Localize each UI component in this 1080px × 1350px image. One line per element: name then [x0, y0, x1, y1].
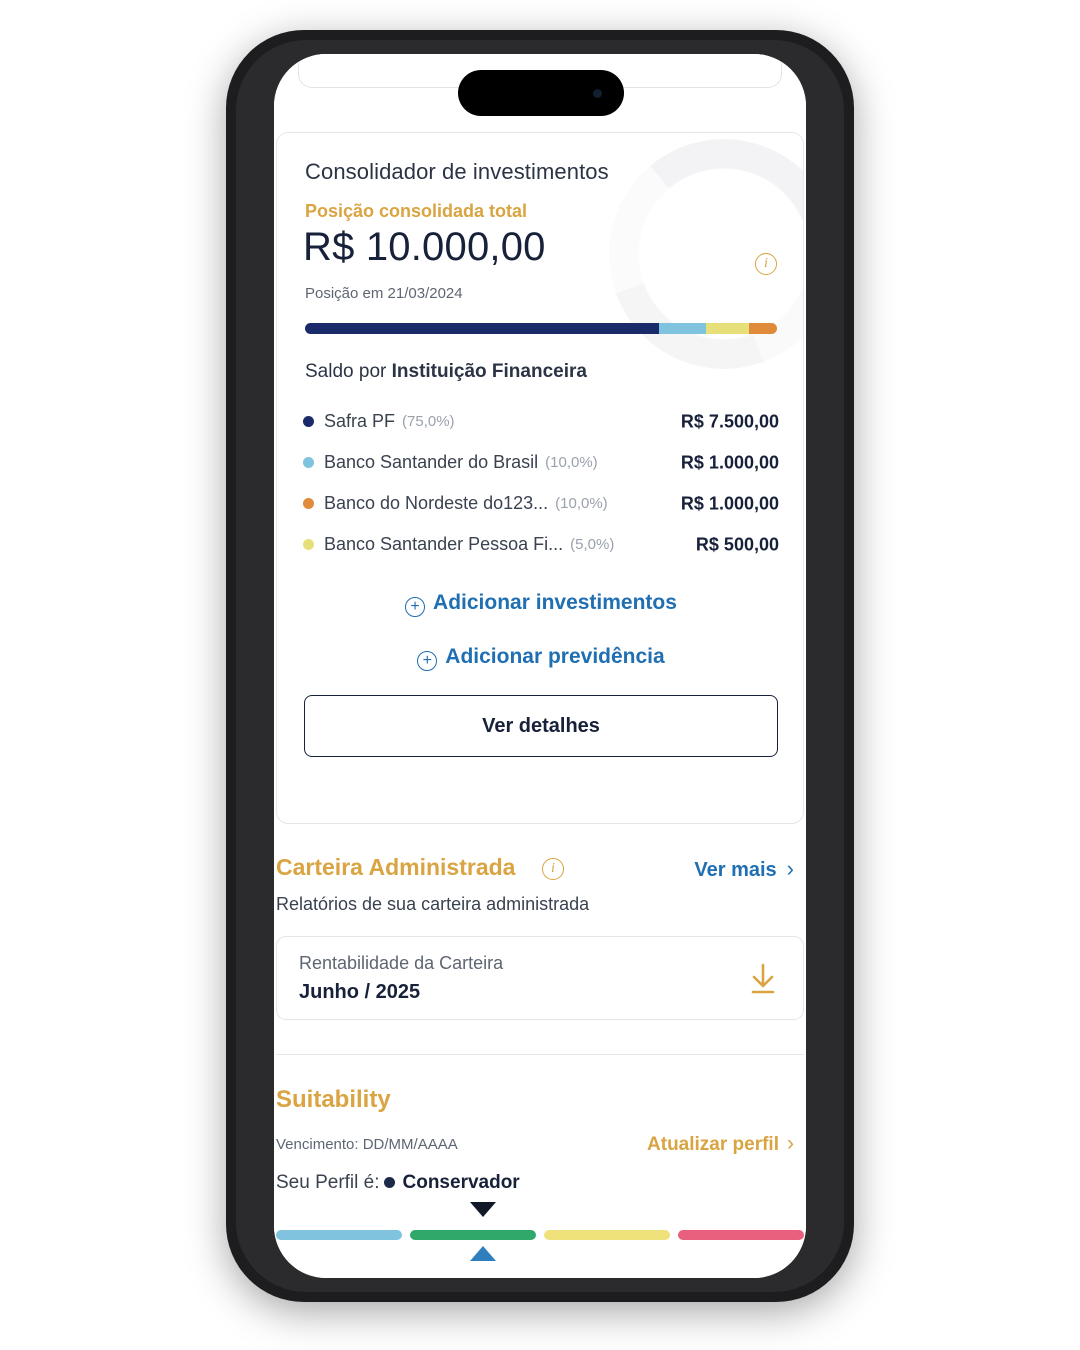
chevron-right-icon: ›: [787, 1132, 794, 1155]
profile-line: [276, 1172, 520, 1194]
saldo-section-title: [305, 361, 587, 383]
front-camera-icon: [593, 89, 602, 98]
donut-chart-watermark: [609, 139, 804, 369]
profile-prefix: Seu Perfil é:: [276, 1172, 380, 1193]
position-value: R$ 10.000,00: [303, 225, 546, 269]
institution-list: [303, 401, 781, 565]
phone-screen: [274, 54, 806, 1278]
saldo-title-prefix: Saldo por: [305, 361, 392, 382]
allocation-bar-segment: [659, 323, 706, 334]
section-divider: [276, 1054, 804, 1055]
chevron-right-icon: ›: [786, 856, 794, 881]
institution-percent: (10,0%): [545, 454, 598, 471]
info-icon[interactable]: i: [542, 858, 564, 880]
add-investments-link[interactable]: [277, 591, 804, 617]
institution-percent: (75,0%): [402, 413, 455, 430]
legend-dot-icon: [303, 498, 314, 509]
plus-icon: +: [417, 651, 437, 671]
update-profile-label: Atualizar perfil: [647, 1134, 779, 1155]
suitability-section-title: Suitability: [276, 1086, 391, 1113]
suitability-scale-segment: [276, 1230, 402, 1240]
rentabilidade-label: Rentabilidade da Carteira: [299, 953, 504, 973]
info-icon[interactable]: i: [755, 253, 777, 275]
page-title: Consolidador de investimentos: [305, 159, 609, 184]
download-icon[interactable]: [749, 963, 777, 995]
legend-dot-icon: [303, 457, 314, 468]
dynamic-island: [458, 70, 624, 116]
list-item[interactable]: [303, 483, 781, 524]
legend-dot-icon: [303, 539, 314, 550]
app-screen: [274, 54, 806, 1278]
institution-value: R$ 1.000,00: [680, 452, 779, 472]
scale-marker-down-icon: [470, 1202, 496, 1217]
view-details-label: Ver detalhes: [482, 714, 600, 737]
allocation-bar-segment: [749, 323, 777, 334]
carteira-section-title: Carteira Administrada: [276, 854, 516, 880]
list-item[interactable]: [303, 442, 781, 483]
add-investments-label: Adicionar investimentos: [433, 591, 677, 614]
suitability-scale-segment: [678, 1230, 804, 1240]
legend-dot-icon: [303, 416, 314, 427]
institution-name: Banco do Nordeste do123...: [324, 493, 549, 513]
allocation-bar: [305, 323, 777, 334]
add-pension-link[interactable]: [277, 645, 804, 671]
institution-name: Banco Santander Pessoa Fi...: [324, 534, 564, 554]
profile-dot-icon: [384, 1177, 395, 1188]
list-item[interactable]: [303, 401, 781, 442]
rentabilidade-period: Junho / 2025: [299, 981, 421, 1003]
institution-value: R$ 1.000,00: [680, 493, 779, 513]
institution-value: R$ 7.500,00: [680, 411, 779, 431]
institution-name: Safra PF: [324, 411, 396, 431]
rentabilidade-card[interactable]: [276, 936, 804, 1020]
add-pension-label: Adicionar previdência: [445, 645, 665, 668]
ver-mais-link[interactable]: [694, 856, 794, 882]
institution-percent: (10,0%): [555, 495, 608, 512]
ver-mais-label: Ver mais: [694, 859, 777, 881]
allocation-bar-segment: [706, 323, 748, 334]
profile-value: Conservador: [402, 1172, 520, 1193]
saldo-title-strong: Instituição Financeira: [391, 361, 587, 382]
institution-value: R$ 500,00: [695, 534, 779, 554]
suitability-scale-segment: [544, 1230, 670, 1240]
scale-marker-up-icon: [470, 1246, 496, 1261]
view-details-button[interactable]: [304, 695, 778, 757]
position-label: Posição consolidada total: [305, 201, 528, 221]
consolidador-card: [276, 132, 804, 824]
suitability-expiry: Vencimento: DD/MM/AAAA: [276, 1136, 458, 1153]
position-date: Posição em 21/03/2024: [305, 285, 463, 302]
update-profile-link[interactable]: [647, 1132, 794, 1156]
allocation-bar-segment: [305, 323, 659, 334]
institution-percent: (5,0%): [570, 536, 615, 553]
suitability-scale: [276, 1230, 804, 1240]
suitability-scale-segment: [410, 1230, 536, 1240]
institution-name: Banco Santander do Brasil: [324, 452, 539, 472]
plus-icon: +: [405, 597, 425, 617]
list-item[interactable]: [303, 524, 781, 565]
carteira-subtitle: Relatórios de sua carteira administrada: [276, 894, 590, 914]
